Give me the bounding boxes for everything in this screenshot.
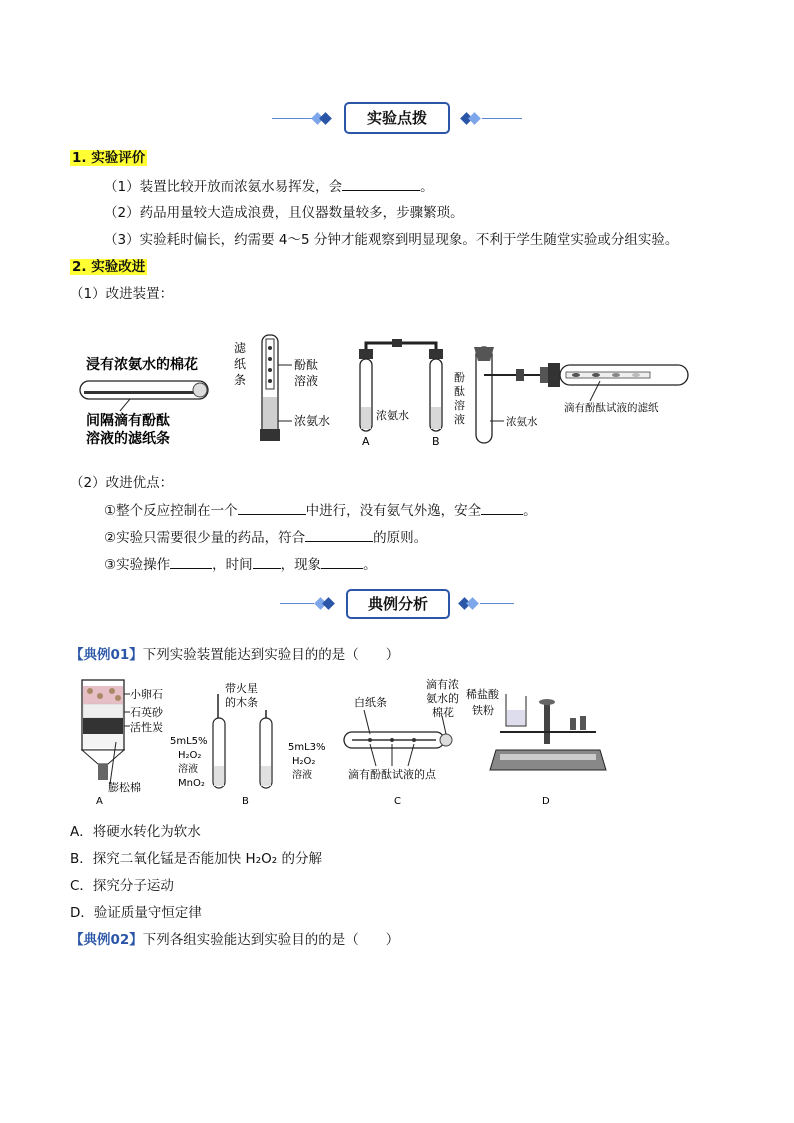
label-strip: 纸 (234, 357, 247, 371)
label-paper: 间隔滴有酚酞 (86, 413, 170, 429)
label-mno2: MnO₂ (178, 778, 205, 789)
label-c: C (394, 796, 401, 807)
label-h2o2: 溶液 (292, 770, 312, 781)
example-apparatus-figure (70, 674, 630, 809)
label-dots: 滴有酚酞试液的点 (348, 768, 436, 781)
banner-diamond-icon (468, 112, 481, 125)
label-b: B (242, 796, 249, 807)
cotton-ball (193, 383, 207, 397)
section-heading: 1. 实验评价 (72, 150, 146, 166)
improved-apparatus-figure (70, 325, 710, 450)
option-b[interactable]: B．探究二氧化锰是否能加快 H₂O₂ 的分解 (70, 851, 322, 867)
label-paper: 溶液的滤纸条 (86, 431, 170, 447)
label-ammonia: 浓氨水 (376, 409, 409, 422)
label-carbon: 活性炭 (130, 721, 163, 734)
label-a: A (362, 435, 370, 448)
label-a: A (96, 796, 103, 807)
horizontal-tube (80, 381, 208, 399)
banner-line-right (482, 118, 522, 119)
advantage-3: ③实验操作 ，时间 ，现象 。 (104, 557, 377, 573)
label-splint: 带火星 (225, 682, 258, 695)
banner-diamond-icon (466, 597, 479, 610)
label-cotton: 滴有浓 (426, 678, 459, 691)
fill-blank[interactable] (238, 501, 306, 515)
banner-diamond-icon (319, 112, 332, 125)
advantage-1: ①整个反应控制在一个 中进行，没有氨气外逸，安全 。 (104, 503, 537, 519)
label-pebble: 小卵石 (130, 688, 163, 701)
banner-line-left (272, 118, 312, 119)
eval-item-2: （2）药品用量较大造成浪费，且仪器数量较多，步骤繁琐。 (104, 205, 464, 221)
section-heading: 2. 实验改进 (72, 259, 146, 275)
advantage-2: ②实验只需要很少量的药品，符合 的原则。 (104, 530, 428, 546)
label-phenolphthalein: 酚 (454, 371, 465, 384)
cotton-ball (440, 734, 452, 746)
fill-blank[interactable] (253, 555, 281, 569)
label-cotton: 膨松棉 (108, 781, 141, 794)
label-acid: 稀盐酸 (466, 688, 499, 701)
eval-item-3: （3）实验耗时偏长，约需要 4～5 分钟才能观察到明显现象。不利于学生随堂实验或分组实验。 (104, 232, 679, 248)
label-quartz: 石英砂 (130, 706, 163, 719)
label-phenolphthalein: 酞 (454, 385, 465, 398)
label-h2o2: 溶液 (178, 764, 198, 775)
label-phenolphthalein: 液 (454, 413, 465, 426)
fill-blank[interactable] (170, 555, 212, 569)
label-iron: 铁粉 (472, 704, 494, 717)
eval-item-1: （1）装置比较开放而浓氨水易挥发，会 。 (104, 179, 434, 195)
label-splint: 的木条 (225, 696, 258, 709)
banner-line-right (480, 603, 514, 604)
filter-strip (84, 391, 196, 394)
fill-blank[interactable] (342, 177, 420, 191)
example-question: 【典例01】下列实验装置能达到实验目的的是（ ） (70, 647, 400, 663)
clamp (516, 369, 524, 381)
label-ammonia: 浓氨水 (506, 416, 538, 428)
fill-blank[interactable] (481, 501, 523, 515)
sub-heading: （1）改进装置： (70, 286, 174, 302)
label-filter-paper: 滴有酚酞试液的滤纸 (564, 402, 659, 414)
label-phenolphthalein: 溶液 (294, 374, 319, 388)
label-strip: 条 (234, 373, 247, 387)
label-white-strip: 白纸条 (354, 696, 387, 709)
option-c[interactable]: C．探究分子运动 (70, 878, 174, 894)
label-d: D (542, 796, 550, 807)
option-d[interactable]: D．验证质量守恒定律 (70, 905, 202, 921)
label-cotton: 浸有浓氨水的棉花 (86, 357, 198, 373)
label-phenolphthalein: 溶 (454, 399, 465, 412)
stopper (260, 429, 280, 441)
label-h2o2: H₂O₂ (292, 756, 316, 767)
sub-heading: （2）改进优点： (70, 475, 174, 491)
section-banner: 典例分析 (346, 589, 450, 619)
section-banner: 实验点拨 (344, 102, 450, 134)
label-cotton: 棉花 (432, 706, 454, 719)
label-h2o2: H₂O₂ (178, 750, 202, 761)
label-phenolphthalein: 酚酞 (294, 358, 319, 372)
upright-tube (476, 347, 492, 443)
banner-line-left (280, 603, 314, 604)
label-h2o2: 5mL3% (288, 742, 326, 753)
fill-blank[interactable] (321, 555, 363, 569)
label-h2o2: 5mL5% (170, 736, 208, 747)
option-a[interactable]: A．将硬水转化为软水 (70, 824, 201, 840)
fill-blank[interactable] (305, 528, 373, 542)
label-ammonia: 浓氨水 (294, 414, 331, 428)
example-question: 【典例02】下列各组实验能达到实验目的的是（ ） (70, 932, 400, 948)
label-strip: 滤 (234, 341, 247, 355)
label-cotton: 氨水的 (426, 692, 459, 705)
label-b: B (432, 435, 440, 448)
banner-diamond-icon (322, 597, 335, 610)
